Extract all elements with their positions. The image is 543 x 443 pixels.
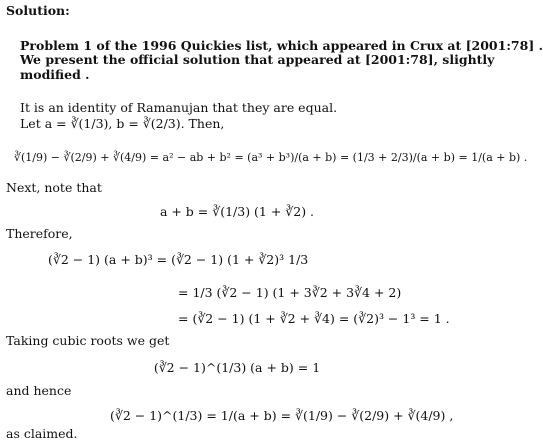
intro-line-2: We present the official solution that appeared at [2001:78], slightly bbox=[20, 52, 495, 67]
intro-line-1: Problem 1 of the 1996 Quickies list, which appeared in Crux at [2001:78] . bbox=[20, 38, 543, 53]
equation-2: a + b = ∛(1/3) (1 + ∛2) . bbox=[159, 204, 315, 219]
solution-heading: Solution: bbox=[6, 3, 70, 18]
equation-1: ∛(1/9) − ∛(2/9) + ∛(4/9) = a² − ab + b² = (a³ + b³)/(a + b) = (1/3 + 2/3)/(a + b) = 1/(a + b) . bbox=[14, 151, 528, 164]
therefore: Therefore, bbox=[6, 226, 73, 241]
equation-3a: (∛2 − 1) (a + b)³ = (∛2 − 1) (1 + ∛2)³ 1/3 bbox=[48, 252, 309, 267]
equation-5: (∛2 − 1)^(1/3) = 1/(a + b) = ∛(1/9) − ∛(2/9) + ∛(4/9) , bbox=[110, 408, 454, 423]
equation-4: (∛2 − 1)^(1/3) (a + b) = 1 bbox=[153, 360, 321, 375]
next-note: Next, note that bbox=[6, 180, 102, 195]
intro-line-3: modified . bbox=[20, 67, 90, 82]
as-claimed: as claimed. bbox=[6, 426, 78, 441]
and-hence: and hence bbox=[6, 383, 72, 398]
let-definition: Let a = ∛(1/3), b = ∛(2/3). Then, bbox=[20, 116, 225, 131]
equation-3b: = 1/3 (∛2 − 1) (1 + 3∛2 + 3∛4 + 2) bbox=[178, 285, 402, 300]
paragraph-identity: It is an identity of Ramanujan that they are equal. bbox=[20, 100, 338, 115]
taking-roots: Taking cubic roots we get bbox=[6, 333, 170, 348]
equation-3c: = (∛2 − 1) (1 + ∛2 + ∛4) = (∛2)³ − 1³ = 1 . bbox=[178, 311, 450, 326]
